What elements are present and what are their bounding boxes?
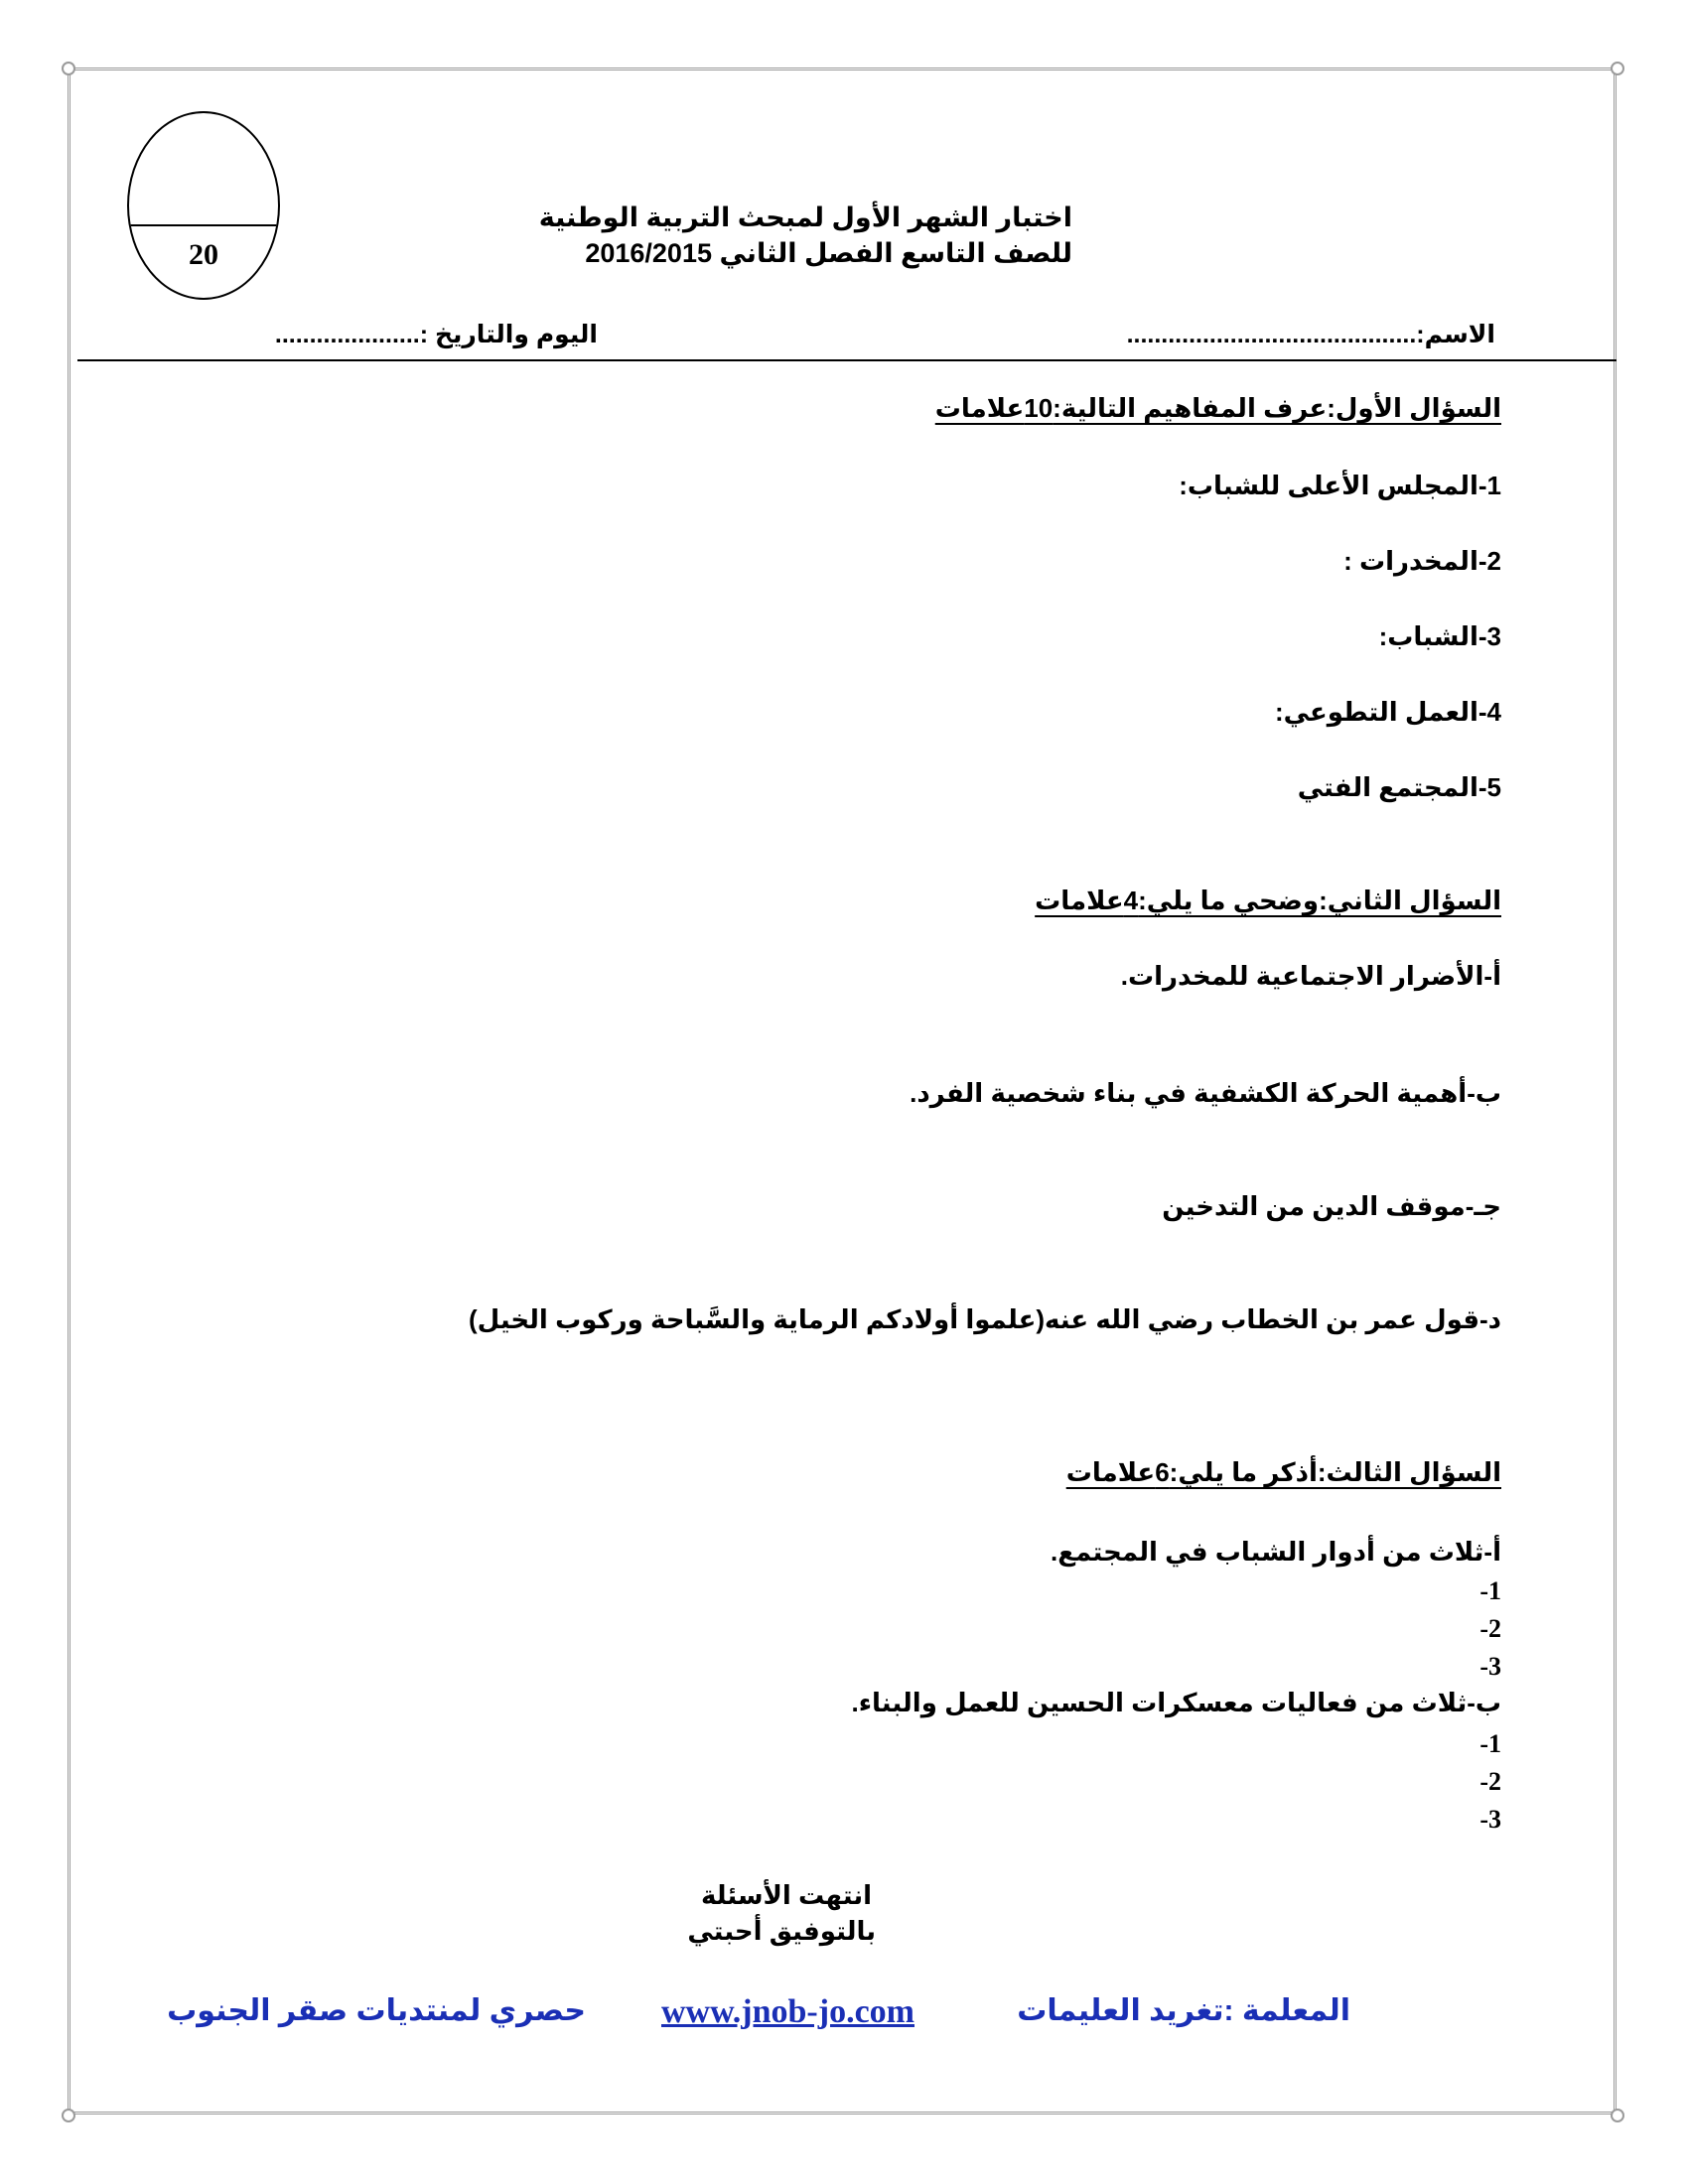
q3-b-blank: -3 (1479, 1805, 1501, 1834)
q1-item: 5-المجتمع الفتي (1297, 772, 1501, 802)
q3-a-blank: -2 (1479, 1614, 1501, 1643)
closing-line2: بالتوفيق أحبتي (687, 1916, 876, 1946)
teacher-name: المعلمة :تغريد العليمات (1017, 1994, 1350, 2027)
q3-a-blank: -1 (1479, 1576, 1501, 1605)
border-corner-ornament (62, 62, 75, 75)
score-total: 20 (189, 238, 218, 271)
q3-a-blank: -3 (1479, 1652, 1501, 1681)
student-name-field: الاسم:.......................................... (1126, 321, 1495, 348)
q2-item: د-قول عمر بن الخطاب رضي الله عنه(علموا أولادكم الرماية والسَّباحة وركوب الخيل) (468, 1304, 1501, 1334)
q3-b-blank: -1 (1479, 1729, 1501, 1758)
q2-item: أ-الأضرار الاجتماعية للمخدرات. (1120, 961, 1501, 991)
date-field: اليوم والتاريخ :..................... (274, 321, 598, 348)
border-corner-ornament (62, 2109, 75, 2122)
closing-line1: انتهت الأسئلة (700, 1880, 872, 1910)
exam-title-line1: اختبار الشهر الأول لمبحث التربية الوطنية (538, 203, 1072, 232)
exclusive-note: حصري لمنتديات صقر الجنوب (167, 1994, 586, 2027)
q1-title: السؤال الأول:عرف المفاهيم التالية:10علامات (934, 393, 1501, 423)
score-divider (129, 224, 278, 226)
score-oval (127, 111, 280, 300)
q2-title: السؤال الثاني:وضحي ما يلي:4علامات (1035, 886, 1501, 915)
header-divider (77, 359, 1617, 361)
q3-part-a: أ-ثلاث من أدوار الشباب في المجتمع. (1051, 1537, 1501, 1567)
q3-title: السؤال الثالث:أذكر ما يلي:6علامات (1065, 1457, 1501, 1487)
q2-item: ب-أهمية الحركة الكشفية في بناء شخصية الفرد. (910, 1078, 1501, 1108)
q3-b-blank: -2 (1479, 1767, 1501, 1796)
q1-item: 4-العمل التطوعي: (1275, 697, 1501, 727)
q1-item: 1-المجلس الأعلى للشباب: (1179, 471, 1501, 500)
q3-part-b: ب-ثلاث من فعاليات معسكرات الحسين للعمل والبناء. (851, 1688, 1501, 1717)
border-corner-ornament (1611, 2109, 1624, 2122)
border-corner-ornament (1611, 62, 1624, 75)
exam-title-line2: للصف التاسع الفصل الثاني 2016/2015 (585, 238, 1072, 268)
q1-item: 2-المخدرات : (1343, 546, 1501, 576)
q2-item: جـ-موقف الدين من التدخين (1162, 1191, 1501, 1221)
q1-item: 3-الشباب: (1378, 621, 1501, 651)
website-link[interactable]: www.jnob-jo.com (661, 1993, 914, 2030)
